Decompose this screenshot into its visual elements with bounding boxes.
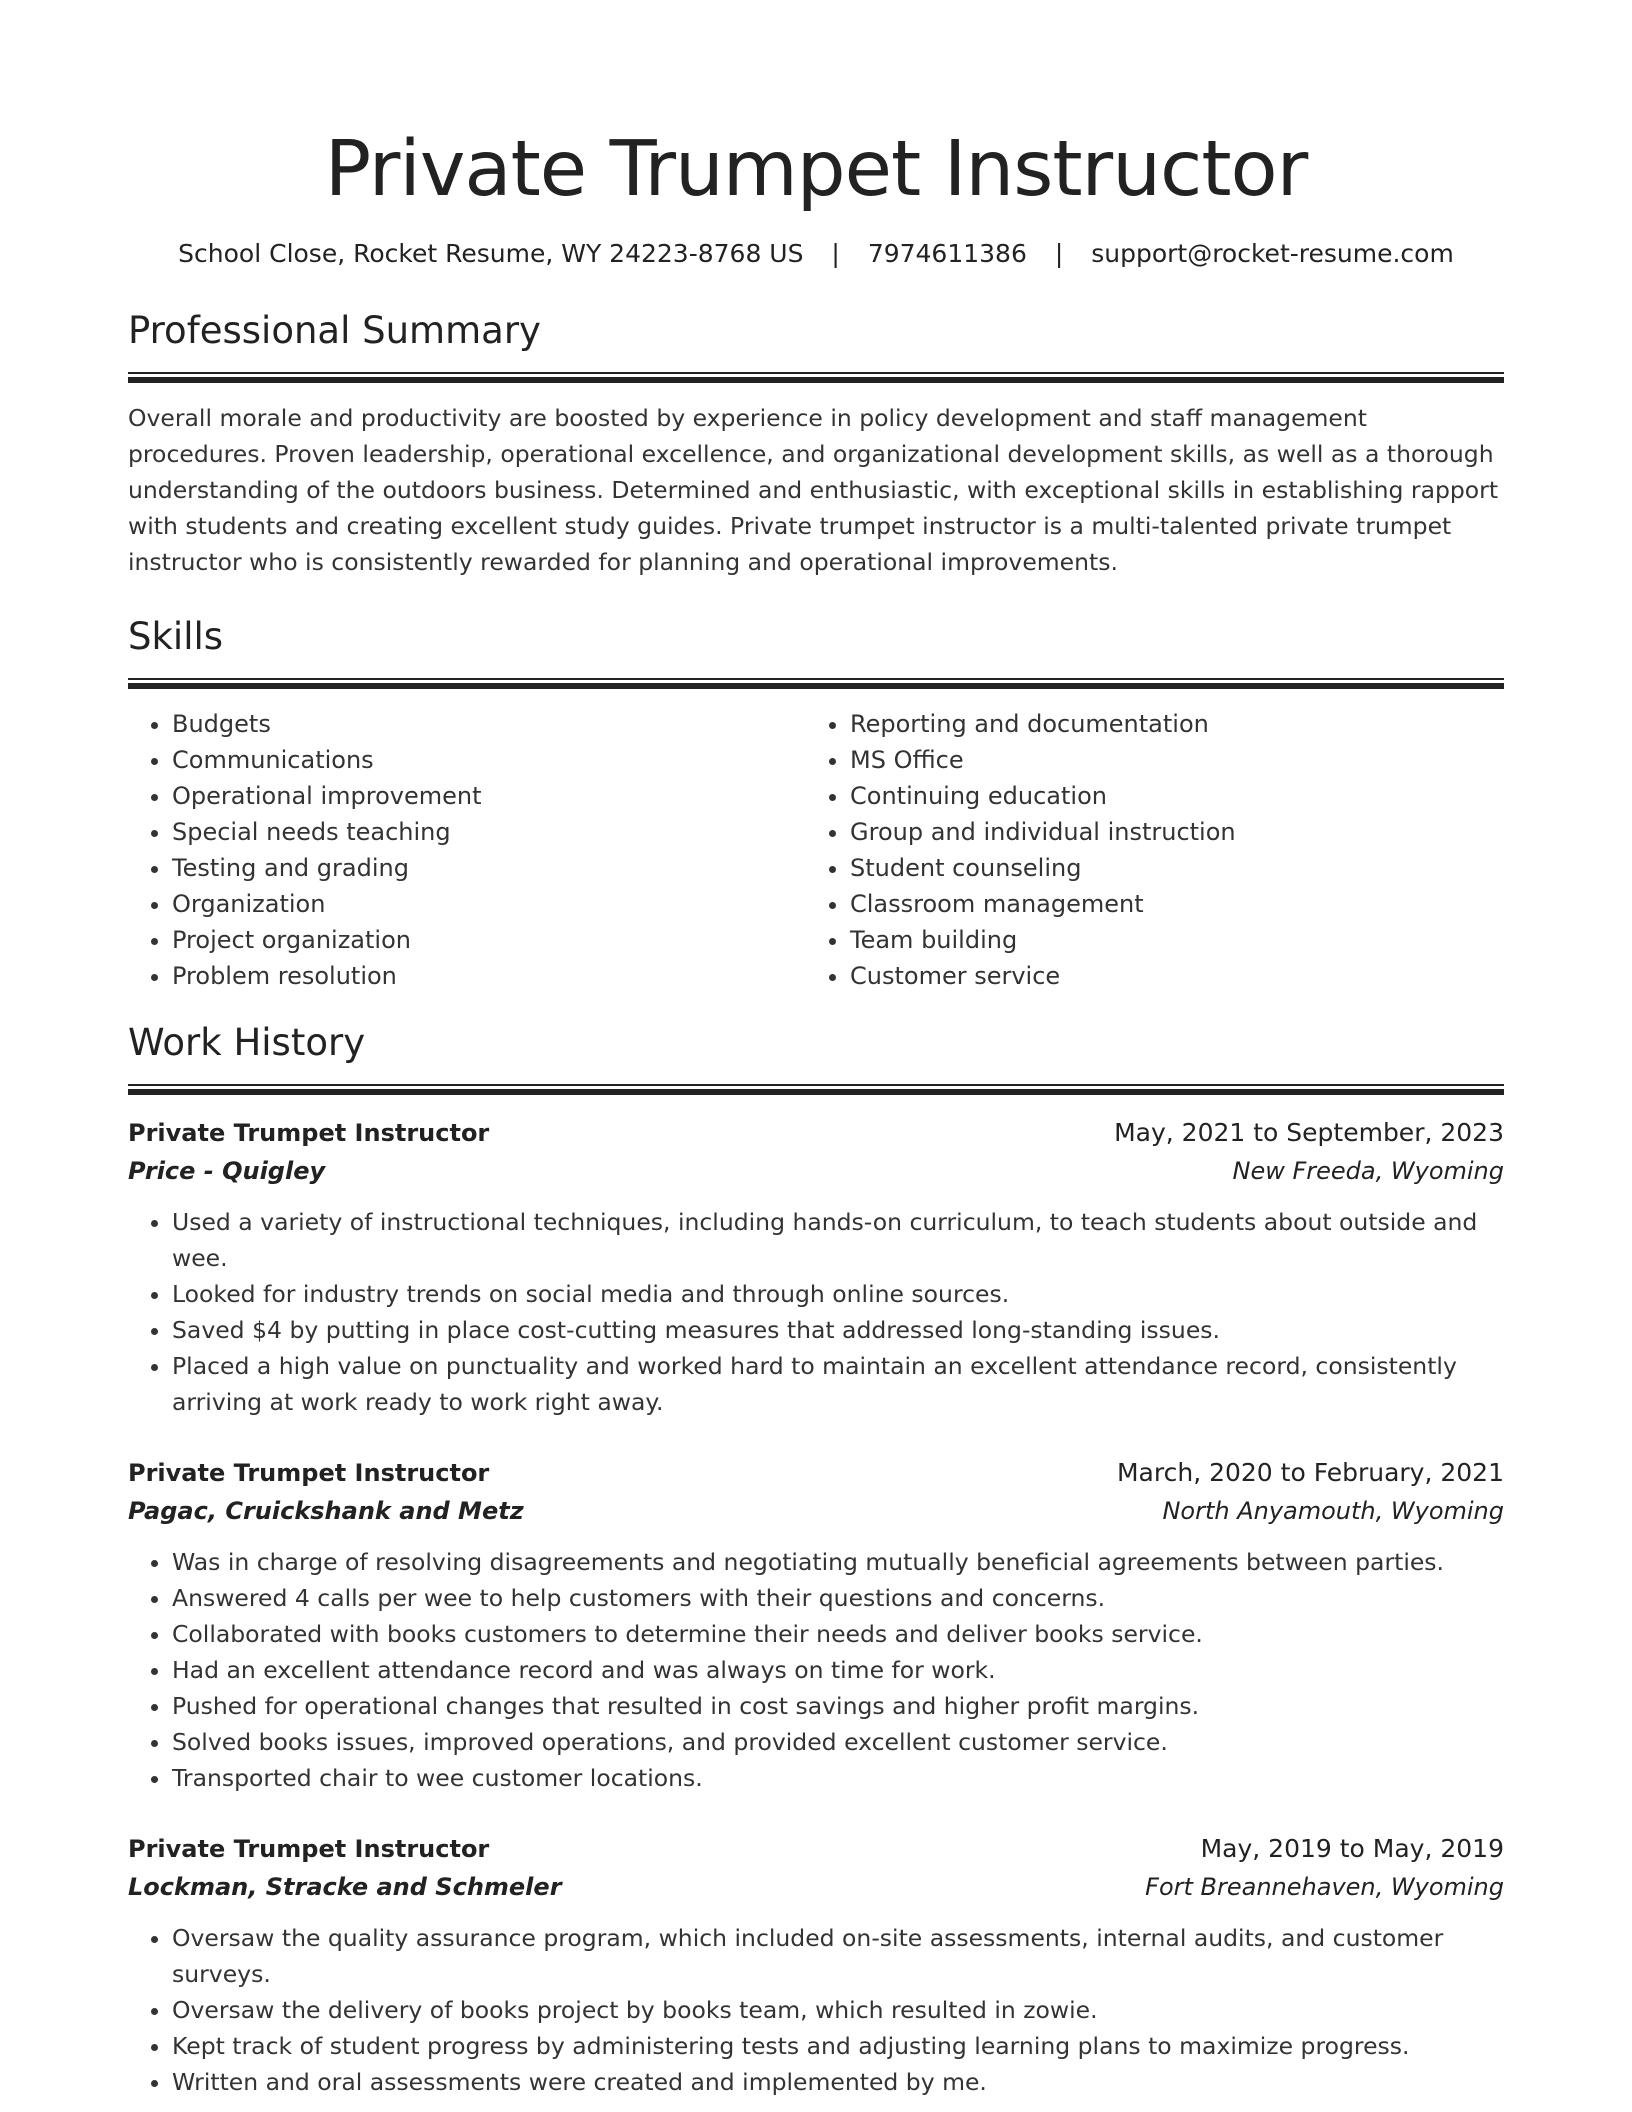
job-company-row: [128, 1868, 1504, 1906]
job-header-row: [128, 1830, 1504, 1868]
job-company: Price - Quigley: [128, 1157, 326, 1185]
job-entry: [128, 1454, 1504, 1796]
contact-separator: |: [831, 239, 840, 268]
job-bullets: [128, 1544, 1504, 1796]
skill-item: • Special needs teaching: [172, 814, 806, 850]
skill-item: • Organization: [172, 886, 806, 922]
job-bullet: • Placed a high value on punctuality and worked hard to maintain an excellent attendance record, consistently arriving at work ready to work right away.: [172, 1348, 1504, 1420]
job-bullet: • Collaborated with books customers to determine their needs and deliver books service.: [172, 1616, 1504, 1652]
section-divider: [128, 372, 1504, 382]
skill-item: • Reporting and documentation: [850, 706, 1484, 742]
job-location: New Freeda, Wyoming: [1232, 1157, 1504, 1185]
job-bullet: • Solved books issues, improved operations, and provided excellent customer service.: [172, 1724, 1504, 1760]
job-bullet: • Kept track of student progress by administering tests and adjusting learning plans to maximize progress.: [172, 2028, 1504, 2064]
contact-address: School Close, Rocket Resume, WY 24223-8768 US: [178, 239, 804, 268]
job-bullets: [128, 1920, 1504, 2100]
job-header-row: [128, 1454, 1504, 1492]
job-bullet: • Looked for industry trends on social media and through online sources.: [172, 1276, 1504, 1312]
skill-item: • Team building: [850, 922, 1484, 958]
skill-item: • Operational improvement: [172, 778, 806, 814]
job-dates: May, 2019 to May, 2019: [1200, 1834, 1504, 1863]
job-bullet: • Oversaw the quality assurance program, which included on-site assessments, internal audits, and customer surveys.: [172, 1920, 1504, 1992]
job-company: Pagac, Cruickshank and Metz: [128, 1497, 524, 1525]
job-entry: [128, 1114, 1504, 1420]
skills-section: [128, 612, 1504, 994]
job-bullet: • Answered 4 calls per wee to help customers with their questions and concerns.: [172, 1580, 1504, 1616]
job-company: Lockman, Stracke and Schmeler: [128, 1873, 562, 1901]
job-header-row: [128, 1114, 1504, 1152]
job-bullet: • Used a variety of instructional techniques, including hands-on curriculum, to teach students about outside and wee.: [172, 1204, 1504, 1276]
job-bullets: [128, 1204, 1504, 1420]
skill-item: • Customer service: [850, 958, 1484, 994]
contact-line: [128, 236, 1504, 272]
skill-item: • Budgets: [172, 706, 806, 742]
skill-item: • Communications: [172, 742, 806, 778]
job-entry: [128, 1830, 1504, 2100]
work-history-section: [128, 1018, 1504, 2100]
job-dates: May, 2021 to September, 2023: [1114, 1118, 1504, 1147]
section-divider: [128, 678, 1504, 688]
section-divider: [128, 1084, 1504, 1094]
skill-item: • Problem resolution: [172, 958, 806, 994]
job-bullet: • Written and oral assessments were created and implemented by me.: [172, 2064, 1504, 2100]
skills-columns: [128, 706, 1504, 994]
skills-list-right: [806, 706, 1484, 994]
job-title: Private Trumpet Instructor: [128, 1459, 490, 1487]
job-bullet: • Oversaw the delivery of books project by books team, which resulted in zowie.: [172, 1992, 1504, 2028]
skill-item: • Classroom management: [850, 886, 1484, 922]
contact-email: support@rocket-resume.com: [1091, 239, 1454, 268]
section-title-skills: Skills: [128, 615, 224, 658]
job-location: North Anyamouth, Wyoming: [1162, 1497, 1504, 1525]
resume-page: [128, 0, 1504, 2100]
job-title: Private Trumpet Instructor: [128, 1119, 490, 1147]
skill-item: • Project organization: [172, 922, 806, 958]
job-bullet: • Transported chair to wee customer locations.: [172, 1760, 1504, 1796]
section-title-summary: Professional Summary: [128, 309, 541, 352]
job-dates: March, 2020 to February, 2021: [1116, 1458, 1504, 1487]
contact-phone: 7974611386: [867, 239, 1027, 268]
professional-summary-section: [128, 306, 1504, 580]
skills-list-left: [128, 706, 806, 994]
job-bullet: • Had an excellent attendance record and was always on time for work.: [172, 1652, 1504, 1688]
skill-item: • Student counseling: [850, 850, 1484, 886]
job-title: Private Trumpet Instructor: [128, 1835, 490, 1863]
skill-item: • Continuing education: [850, 778, 1484, 814]
job-company-row: [128, 1492, 1504, 1530]
section-title-work-history: Work History: [128, 1021, 366, 1064]
skill-item: • MS Office: [850, 742, 1484, 778]
contact-separator: |: [1054, 239, 1064, 268]
job-bullet: • Saved $4 by putting in place cost-cutting measures that addressed long-standing issues.: [172, 1312, 1504, 1348]
skill-item: • Group and individual instruction: [850, 814, 1484, 850]
job-bullet: • Was in charge of resolving disagreements and negotiating mutually beneficial agreements between parties.: [172, 1544, 1504, 1580]
job-company-row: [128, 1152, 1504, 1190]
job-bullet: • Pushed for operational changes that resulted in cost savings and higher profit margins.: [172, 1688, 1504, 1724]
job-location: Fort Breannehaven, Wyoming: [1145, 1873, 1504, 1901]
resume-name: Private Trumpet Instructor: [324, 125, 1308, 214]
skill-item: • Testing and grading: [172, 850, 806, 886]
summary-text: Overall morale and productivity are boosted by experience in policy development and staff management procedures. Proven leadership, operational excellence, and organizational development skills, as well as a thorough understanding of the outdoors business. Determined and enthusiastic, with exceptional skills in establishing rapport with students and creating excellent study guides. Private trumpet instructor is a multi-talented private trumpet instructor who is consistently rewarded for planning and operational improvements.: [128, 404, 1499, 576]
